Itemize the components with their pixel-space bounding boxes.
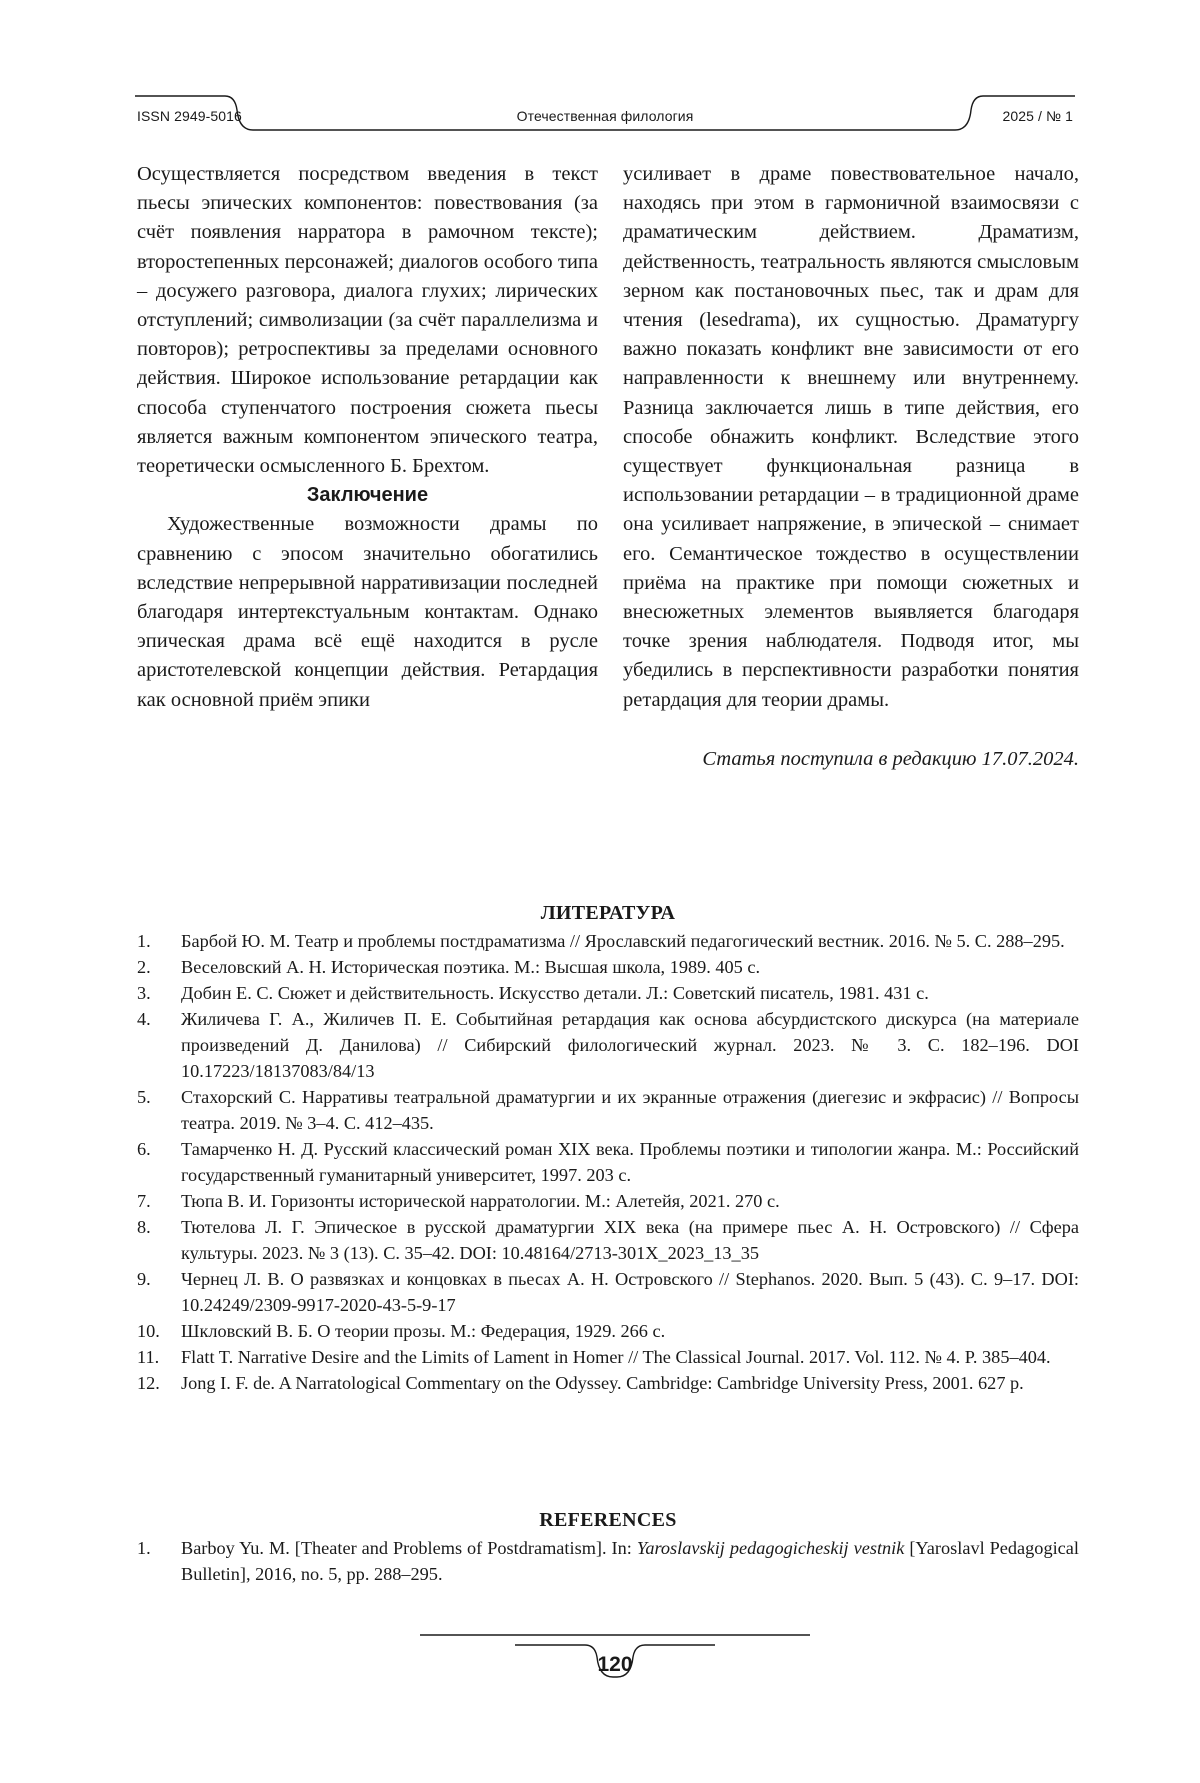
section-heading-conclusion: Заключение	[306, 484, 429, 507]
reference-item: 1. Barboy Yu. M. [Theater and Problems of Postdramatism]. In: Yaroslavskij pedagogicheskij vestnik [Yaroslavl Pedagogical Bulletin], 2016, no. 5, pp. 288–295.	[137, 1538, 1079, 1584]
body-paragraph: Художественные возможности драмы по сравнению с эпосом значительно обогатились вследствие непрерывной нарративизации последней благодаря интертекстуальным контактам. Однако эпическая драма всё ещё находится в русле аристотелевской концепции действия. Ретардация как основной приём эпики	[137, 513, 598, 711]
journal-name-italic: Yaroslavskij pedagogicheskij vestnik	[636, 1538, 905, 1558]
page-number: 120	[597, 1653, 633, 1676]
reference-item: 11. Flatt T. Narrative Desire and the Limits of Lament in Homer // The Classical Journal. 2017. Vol. 112. № 4. P. 385–404.	[137, 1347, 1051, 1367]
body-paragraph: усиливает в драме повествовательное начало, находясь при этом в гармоничной взаимосвязи с драматическим действием. Драматизм, действенность, театральность являются смысловым зерном как постановочных пьес, так и драм для чтения (lesedrama), их сущностью. Драматургу важно показать конфликт вне зависимости от его направленности к внешнему или внутреннему. Разница заключается лишь в типе действия, его способе обнажить конфликт. Вследствие этого существует функциональная разница в использовании ретардации – в традиционной драме она усиливает напряжение, в эпической – снимает его. Семантическое тождество в осуществлении приёма на практике при помощи сюжетных и внесюжетных элементов выявляется благодаря точке зрения наблюдателя. Подводя итог, мы убедились в перспективности разработки понятия ретардация для теории драмы.	[623, 163, 1079, 711]
reference-item: 12. Jong I. F. de. A Narratological Commentary on the Odyssey. Cambridge: Cambridge University Press, 2001. 627 p.	[137, 1373, 1024, 1393]
reference-item: 9. Чернец Л. В. О развязках и концовках в пьесах А. Н. Островского // Stephanos. 2020. Вып. 5 (43). С. 9–17. DOI: 10.24249/2309-9917-2020-43-5-9-17	[137, 1269, 1079, 1315]
running-header	[135, 90, 1075, 140]
literature-heading: ЛИТЕРАТУРА	[540, 902, 676, 924]
reference-item: 10. Шкловский В. Б. О теории прозы. М.: Федерация, 1929. 266 с.	[137, 1321, 666, 1341]
page-footer	[420, 1633, 810, 1693]
reference-item: 3. Добин Е. С. Сюжет и действительность. Искусство детали. Л.: Советский писатель, 1981. 431 с.	[137, 983, 929, 1003]
reference-item: 5. Стахорский С. Нарративы театральной драматургии и их экранные отражения (диегезис и экфрасис) // Вопросы театра. 2019. № 3–4. С. 412–435.	[137, 1087, 1079, 1133]
literature-list	[137, 928, 1079, 1396]
references-heading: REFERENCES	[539, 1509, 677, 1531]
left-column	[137, 160, 598, 715]
references-list	[137, 1535, 1079, 1587]
literature-section	[137, 900, 1079, 1396]
right-column	[623, 160, 1079, 774]
reference-item: 1. Барбой Ю. М. Театр и проблемы постдраматизма // Ярославский педагогический вестник. 2016. № 5. С. 288–295.	[137, 931, 1065, 951]
reference-item: 6. Тамарченко Н. Д. Русский классический роман XIX века. Проблемы поэтики и типологии жанра. М.: Российский государственный гуманитарный университет, 1997. 203 с.	[137, 1139, 1079, 1185]
reference-item: 4. Жиличева Г. А., Жиличев П. Е. Событийная ретардация как основа абсурдистского дискурса (на материале произведений Д. Данилова) // Сибирский филологический журнал. 2023. № 3. С. 182–196. DOI 10.17223/18137083/84/13	[137, 1009, 1079, 1081]
references-section	[137, 1507, 1079, 1587]
journal-title: Отечественная филология	[516, 108, 694, 124]
body-paragraph: Осуществляется посредством введения в текст пьесы эпических компонентов: повествования (за счёт появления нарратора в рамочном тексте); второстепенных персонажей; диалогов особого типа – досужего разговора, диалога глухих; лирических отступлений; символизации (за счёт параллелизма и повторов); ретроспективы за пределами основного действия. Широкое использование ретардации как способа ступенчатого построения сюжета пьесы является важным компонентом эпического театра, теоретически осмысленного Б. Брехтом.	[137, 163, 598, 478]
reference-item: 8. Тютелова Л. Г. Эпическое в русской драматургии XIX века (на примере пьес А. Н. Островского) // Сфера культуры. 2023. № 3 (13). С. 35–42. DOI: 10.48164/2713-301X_2023_13_35	[137, 1217, 1079, 1263]
issn-label: ISSN 2949-5016	[137, 108, 242, 124]
reference-item: 2. Веселовский А. Н. Историческая поэтика. М.: Высшая школа, 1989. 405 с.	[137, 957, 761, 977]
reference-item: 7. Тюпа В. И. Горизонты исторической нарратологии. М.: Алетейя, 2021. 270 с.	[137, 1191, 780, 1211]
received-date-note: Статья поступила в редакцию 17.07.2024.	[702, 747, 1079, 770]
issue-label: 2025 / № 1	[1002, 108, 1073, 124]
